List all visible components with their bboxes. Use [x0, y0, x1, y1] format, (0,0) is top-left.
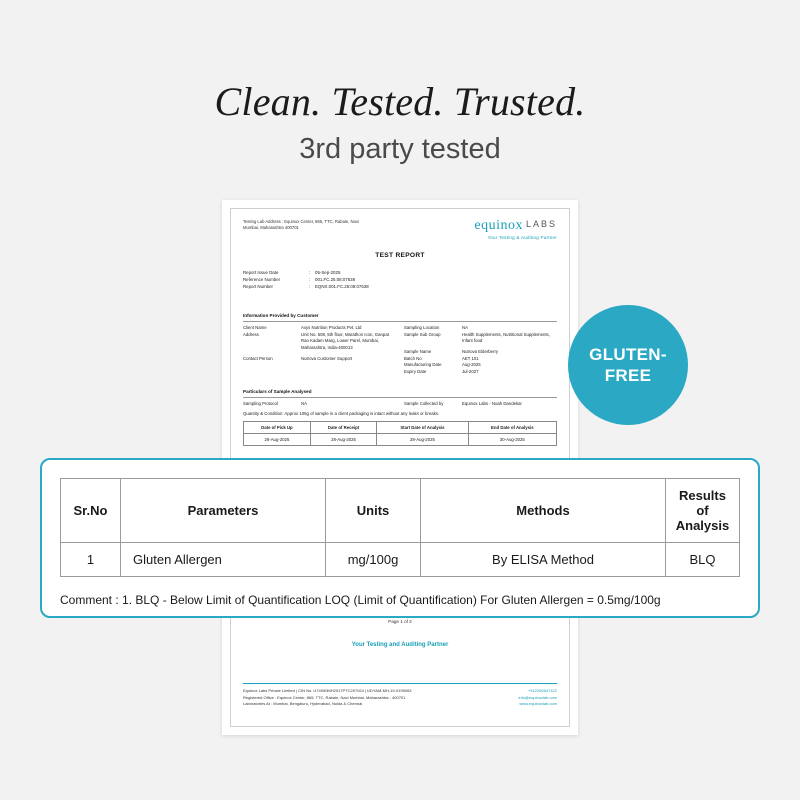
- footer-left: Equinox Labs Private Limited | CIN No. U74990MH2017PTC297024 | UDYAM-MH-19-0195063: [243, 688, 412, 694]
- date-header: Date of Pick Up: [244, 422, 311, 434]
- results-header-methods: Methods: [421, 479, 666, 543]
- gluten-free-badge: [568, 305, 688, 425]
- brand-tagline: Your Testing & Auditing Partner: [487, 235, 557, 240]
- footer-phone: +912250647422: [527, 688, 557, 694]
- info-value: Axys Nutrition Products Pvt. Ltd: [301, 325, 362, 331]
- lab-address-label: Testing Lab Address :: [243, 219, 284, 224]
- meta-value: 05-Sep-2025: [315, 270, 341, 275]
- meta-key: Report Issue Date: [243, 270, 279, 275]
- customer-info-title: Information Provided by Customer: [243, 313, 557, 322]
- table-header-row: [244, 422, 557, 434]
- brand-name-text: equinox: [474, 218, 523, 233]
- table-row: [61, 543, 740, 577]
- customer-info-section: [243, 313, 557, 376]
- result-parameter: Gluten Allergen: [121, 543, 326, 577]
- meta-value: 001.FC.25:08:07638: [315, 277, 356, 283]
- info-key: Manufacturing Date: [404, 362, 442, 368]
- badge-line-1: GLUTEN-: [589, 344, 667, 364]
- result-units: mg/100g: [326, 543, 421, 577]
- info-key: Batch No: [404, 355, 422, 361]
- info-value: Nutrova Customer Support: [301, 355, 353, 361]
- info-key: Address: [243, 331, 259, 337]
- document-footer: [243, 683, 557, 708]
- result-value: BLQ: [666, 543, 740, 577]
- info-value: NA: [462, 325, 468, 331]
- results-table: [60, 478, 740, 577]
- results-header-srno: Sr.No: [61, 479, 121, 543]
- lab-logo: [474, 219, 557, 242]
- date-value: 28-Aug-2025: [310, 434, 376, 446]
- info-value: Unit No. 508, 5th floor, Marathon Icon, Ganpat Rao Kadam Marg, Lower Parel, Mumbai, Maharashtra, India-400013: [301, 331, 389, 351]
- particular-value: Equinox Labs - Noah Dandekar: [462, 401, 522, 407]
- partner-line: Your Testing and Auditing Partner: [351, 642, 449, 649]
- analysis-dates-table: [243, 421, 557, 446]
- info-key: Sampling Location: [404, 325, 440, 331]
- meta-key: Reference Number: [243, 277, 281, 283]
- footer-left: Laboratories At : Mumbai, Bengaluru, Hyderabad, Noida & Chennai: [243, 701, 363, 707]
- badge-line-2: FREE: [604, 366, 652, 385]
- report-meta-block: Report Issue Date : 05-Sep-2025 Reference Number : 001.FC.25:08:07638 Report Number : EQNX.001.FC.25:08:07638: [243, 270, 369, 290]
- info-key: Sample Sub Group: [404, 331, 441, 337]
- footer-email: info@equinoxlab.com: [518, 694, 557, 700]
- lab-address-value: Equinox Center, 865, TTC, Rabale, Navi Mumbai, Maharashtra 400701: [243, 219, 359, 231]
- info-value: Jul-2027: [462, 369, 479, 375]
- results-comment: Comment : 1. BLQ - Below Limit of Quantification LOQ (Limit of Quantification) For Gluten Allergen = 0.5mg/100g: [60, 593, 661, 607]
- page-subtitle: 3rd party tested: [299, 133, 501, 165]
- quantity-condition-note: Quantity & Condition: Approx 105g of sample in a client packaging is intact without any leaks or breaks.: [243, 410, 440, 416]
- result-srno: 1: [61, 543, 121, 577]
- brand-suffix-text: LABS: [525, 219, 557, 229]
- particular-key: Sampling Protocol: [243, 401, 278, 407]
- meta-value: EQNX.001.FC.25:08:07638: [315, 284, 369, 290]
- result-method: By ELISA Method: [421, 543, 666, 577]
- date-value: 30-Aug-2025: [468, 434, 556, 446]
- report-title: TEST REPORT: [375, 252, 425, 259]
- info-key: Contact Person: [243, 355, 273, 361]
- date-header: Start Date of Analysis: [377, 422, 469, 434]
- particular-key: Sample Collected by: [404, 401, 444, 407]
- lab-address-block: [243, 219, 363, 232]
- customer-info-right: [404, 325, 557, 376]
- table-row: [244, 434, 557, 446]
- results-header-parameters: Parameters: [121, 479, 326, 543]
- particular-value: NA: [301, 401, 307, 407]
- results-header-row: [61, 479, 740, 543]
- info-key: Expiry Date: [404, 369, 427, 375]
- date-value: 26-Aug-2025: [244, 434, 311, 446]
- page-number: Page 1 of 2: [388, 619, 412, 625]
- info-value: AET 101: [462, 355, 479, 361]
- meta-key: Report Number: [243, 284, 274, 290]
- info-key: Client Name: [243, 325, 267, 331]
- info-value: Aug-2025: [462, 362, 481, 368]
- info-key: Sample Name: [404, 349, 432, 355]
- date-header: End Date of Analysis: [468, 422, 556, 434]
- particulars-section: [243, 389, 557, 417]
- date-header: Date of Receipt: [310, 422, 376, 434]
- particulars-title: Particulars of Sample Analysed: [243, 389, 557, 398]
- page-title: Clean. Tested. Trusted.: [214, 79, 586, 124]
- footer-left: Registered Office : Equinox Center, 865, TTC, Rabale, Navi Mumbai, Maharashtra - 400701: [243, 694, 406, 700]
- info-value: Nutrova Elderberry: [462, 349, 499, 355]
- results-callout: [40, 458, 760, 618]
- date-value: 28-Aug-2025: [377, 434, 469, 446]
- results-header-results: Results of Analysis: [666, 479, 740, 543]
- footer-website: www.equinoxlab.com: [519, 701, 557, 707]
- customer-info-left: [243, 325, 396, 376]
- info-value: Health Supplements, Nutritional Supplements, Infant food: [462, 331, 550, 344]
- results-header-units: Units: [326, 479, 421, 543]
